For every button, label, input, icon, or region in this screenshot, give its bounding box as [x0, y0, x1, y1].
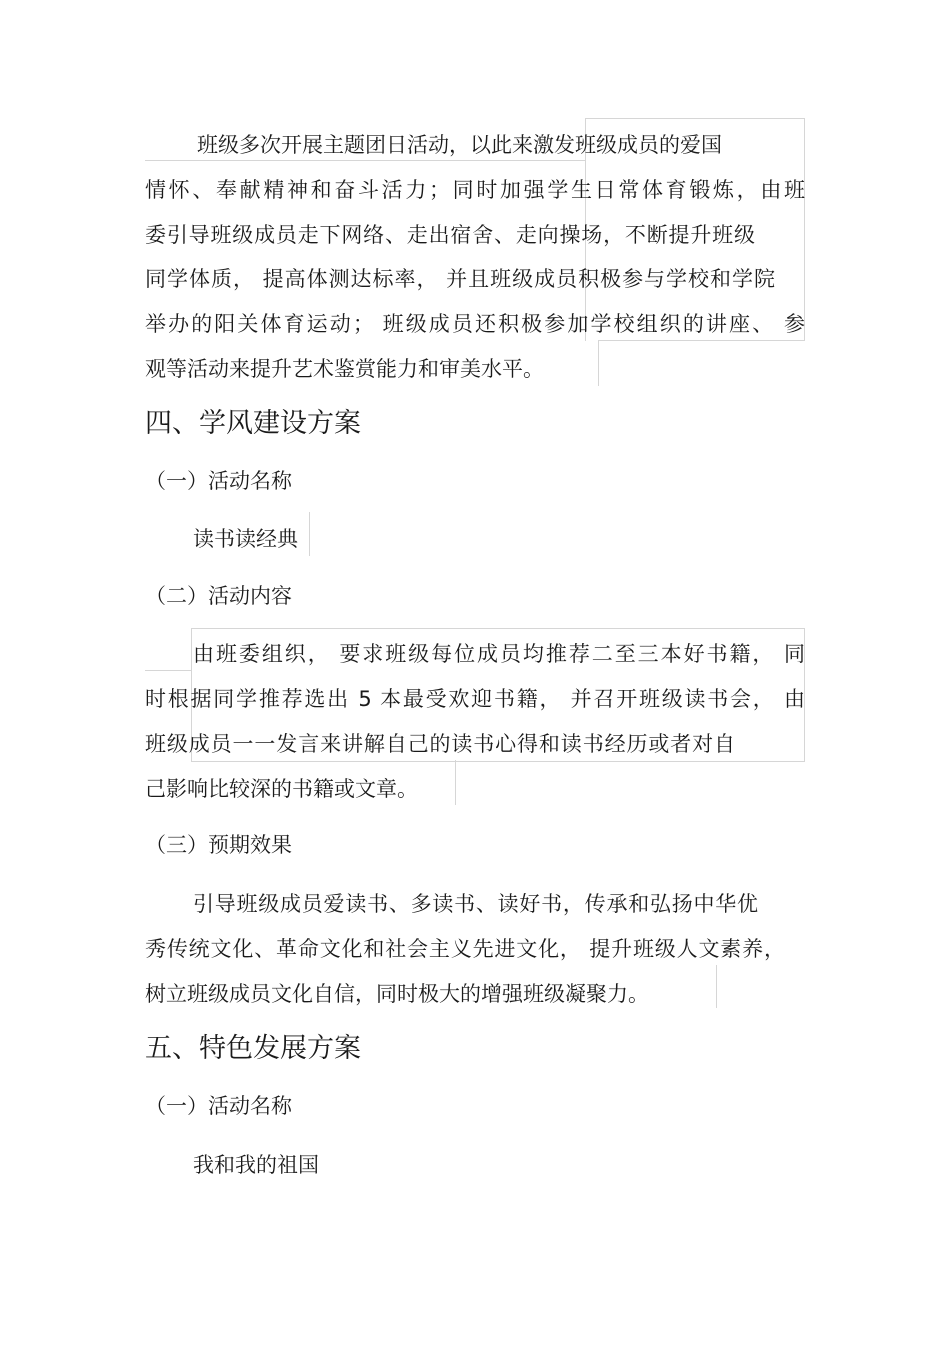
text-line: 时根据同学推荐选出 5 本最受欢迎书籍， 并召开班级读书会， 由 — [145, 687, 805, 711]
subheading: （三）预期效果 — [145, 833, 292, 857]
text-line: 委引导班级成员走下网络、走出宿舍、走向操场，不断提升班级 — [145, 223, 755, 247]
text-line: 情怀、奉献精神和奋斗活力；同时加强学生日常体育锻炼，由班 — [145, 178, 805, 202]
text-line: 引导班级成员爱读书、多读书、读好书，传承和弘扬中华优 — [193, 892, 758, 916]
text-line: 班级多次开展主题团日活动，以此来激发班级成员的爱国 — [197, 133, 722, 157]
subheading: （二）活动内容 — [145, 584, 292, 608]
section-title: 五、特色发展方案 — [145, 1033, 361, 1064]
text-line: 己影响比较深的书籍或文章。 — [145, 777, 418, 801]
activity-name: 读书读经典 — [193, 527, 298, 551]
text-line: 观等活动来提升艺术鉴赏能力和审美水平。 — [145, 357, 544, 381]
text-line: 同学体质， 提高体测达标率， 并且班级成员积极参与学校和学院 — [145, 267, 775, 291]
text-line: 树立班级成员文化自信，同时极大的增强班级凝聚力。 — [145, 982, 649, 1006]
text-line: 秀传统文化、革命文化和社会主义先进文化， 提升班级人文素养， — [145, 937, 785, 961]
subheading: （一）活动名称 — [145, 1094, 292, 1118]
section-title: 四、学风建设方案 — [145, 408, 361, 439]
text-line: 由班委组织， 要求班级每位成员均推荐二至三本好书籍， 同 — [193, 642, 805, 666]
activity-name: 我和我的祖国 — [193, 1153, 319, 1177]
text-line: 举办的阳关体育运动； 班级成员还积极参加学校组织的讲座、 参 — [145, 312, 805, 336]
text-line: 班级成员一一发言来讲解自己的读书心得和读书经历或者对自 — [145, 732, 735, 756]
subheading: （一）活动名称 — [145, 469, 292, 493]
